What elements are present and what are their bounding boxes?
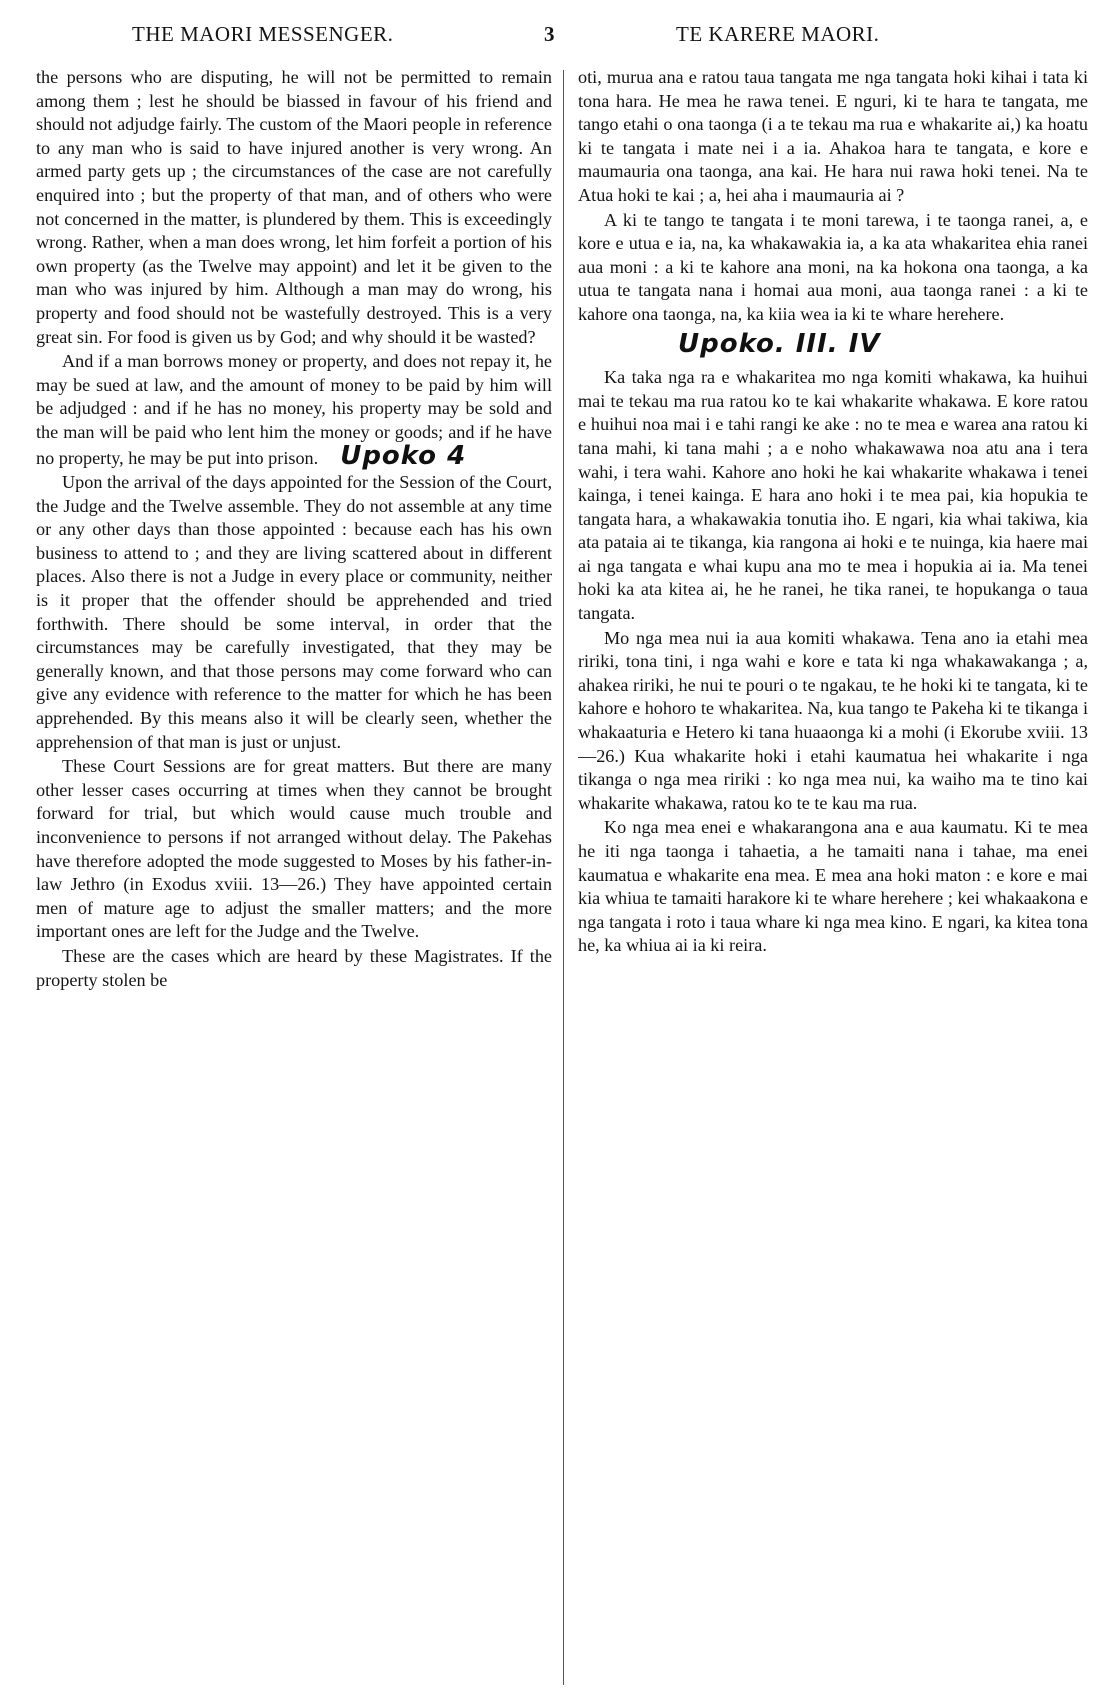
- page-number: 3: [544, 22, 555, 46]
- english-paragraph-1: the persons who are disputing, he will not be permitted to remain among them ; lest he should be biassed in favour of his friend and should not adjudge fairly. The custom of the Maori people in reference to any man who is said to have injured another is very wrong. An armed party gets up ; the circumstances of the case are not carefully enquired into ; but the property of that man, and of others who were not concerned in the matter, is plundered by them. This is exceedingly wrong. Rather, when a man does wrong, let him forfeit a portion of his own property (as the Twelve may appoint) and let it be given to the man who was injured by him. Although a man may do wrong, his property and food should not be wastefully destroyed. This is a very great sin. For food is given us by God; and why should it be wasted?: [36, 67, 552, 347]
- maori-paragraph-3: Ka taka nga ra e whakaritea mo nga komiti whakawa, ka huihui mai te tekau ma rua ratou ko te kai whakarite whakawa. E kore ratou e huihui noa mai i e tahi rangi ke ake : no te mea e warea ana ratou ki tana mahi, ki tana mahi ; a e noho whakawawa noa atu ana i tera wahi, i tera wahi. Kahore ano hoki he kai whakarite whakawa i tenei kainga, i tenei kainga. E hara ano hoki i te mea pai, kia hopukia te tangata hara, a whakawakia tonutia iho. E ngari, kia whai takiwa, kia ata pataia ai te tikanga, kia rangona ai hoki e te nuinga, kia haere mai ai nga tangata e whai kupu ana mo te mea i hopukia ai ia. Ma tenei hoki ka ata kitea ai, he he ranei, he tika ranei, te hopukanga o taua tangata.: [578, 367, 1088, 624]
- maori-masthead: TE KARERE MAORI.: [676, 22, 880, 46]
- page-header: [0, 14, 1114, 54]
- maori-column: [578, 66, 1088, 1686]
- english-column: [36, 66, 552, 1686]
- english-paragraph-2-text: And if a man borrows money or property, and does not repay it, he may be sued at law, and the amount of money to be paid by him will be adjudged : and if he has no money, his property may be sold and the man will be paid who lent him the money or goods; and if he have no property, he may be put into prison.: [36, 351, 552, 468]
- english-masthead: THE MAORI MESSENGER.: [132, 22, 394, 46]
- english-paragraph-2: [36, 350, 552, 470]
- english-paragraph-5: These are the cases which are heard by these Magistrates. If the property stolen be: [36, 945, 552, 990]
- handwritten-annotation-left: Upoko 4: [340, 440, 467, 471]
- handwritten-annotation-right: Upoko. III. IV: [678, 328, 881, 359]
- english-paragraph-4: These Court Sessions are for great matters. But there are many other lesser cases occurring at times when they cannot be brought forward for trial, but which would cause much trouble and inconvenience to persons if not arranged without delay. The Pakehas have therefore adopted the mode suggested to Moses by his father-in-law Jethro (in Exodus xviii. 13—26.) They have appointed certain men of mature age to adjust the smaller matters; and the more important ones are left for the Judge and the Twelve.: [36, 756, 552, 942]
- english-paragraph-3: Upon the arrival of the days appointed for the Session of the Court, the Judge and the Twelve assemble. They do not assemble at any time or any other days than those appointed : because each has his own business to attend to ; and they are living scattered about in different places. Also there is not a Judge in every place or community, neither is it proper that the offender should be apprehended and tried forthwith. There should be some interval, in order that the circumstances may be carefully investigated, that they may be generally known, and that those persons may come forward who can give any evidence with reference to the matter for which he has been apprehended. By this means also it will be clearly seen, whether the apprehension of that man is just or unjust.: [36, 472, 552, 752]
- maori-paragraph-1: oti, murua ana e ratou taua tangata me nga tangata hoki kihai i tata ki tona hara. He mea he rawa tenei. E nguri, ki te hara te tangata, me tango etahi o ona taonga (i a te tekau ma rua e whakarite ai,) ka hoatu ki te tangata i mate nei i a ia. Ahakoa hara te tangata, e kore e maumauria ona taonga, ana kai. He hara nui rawa hoki tenei. Na te Atua hoki te kai ; a, hei aha i maumauria ai ?: [578, 67, 1088, 205]
- column-divider: [563, 70, 564, 1685]
- maori-paragraph-4: Mo nga mea nui ia aua komiti whakawa. Tena ano ia etahi mea ririki, tona tini, i nga wahi e kore e tata ki nga whakawakanga ; a, ahakea ririki, he nui te pouri o te ngakau, te he hoki ki te tangata, ki te kahore e hohoro te whakaritea. Na, kua tango te Pakeha ki te tikanga i whakaaturia e Hetero ki tana huaaonga ki a mohi (i Ekorube xviii. 13—26.) Kua whakarite hoki i etahi kaumatua hei whakarite i nga tikanga o nga mea ririki : ko nga mea nui, ka waiho ma te tino kai whakarite whakawa, ratou ko te te kau ma rua.: [578, 627, 1088, 813]
- maori-paragraph-5: Ko nga mea enei e whakarangona ana e aua kaumatu. Ki te mea he iti nga taonga i tahaetia, a he tamaiti nana i tahae, ma enei kaumatua e whakarite ena mea. E mea ana hoki maton : e kore e mai kia whiua te tamaiti harakore ki te whare herehere ; kei whakaakona e nga tangata i roto i taua whare ki nga mea kino. E ngari, ka kitea tona he, ka whiua ai ia ki reira.: [578, 817, 1088, 956]
- maori-paragraph-2: A ki te tango te tangata i te moni tarewa, i te taonga ranei, a, e kore e utua e ia, na, ka whakawakia ia, a ka ata whakaritea ehia ranei aua moni : a ki te kahore ana moni, na ka hokona ona taonga, a ka utua te tangata nana i homai aua moni, aua taonga ranei : a ki te kahore ona taonga, na, ka kiia wea ia ki te whare herehere.: [578, 209, 1088, 324]
